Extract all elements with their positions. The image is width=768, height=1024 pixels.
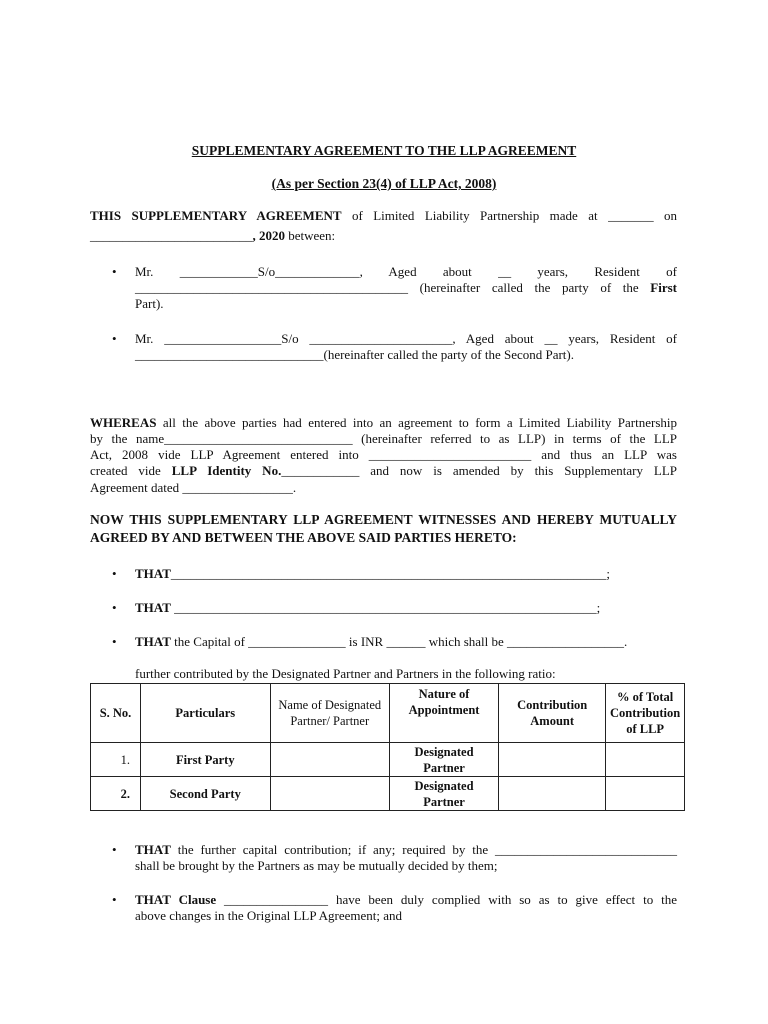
- row-nature: Designated Partner: [389, 777, 498, 811]
- contribution-table: [90, 683, 685, 811]
- that-clause-4-line-1: [135, 842, 677, 859]
- row-sno: 1.: [91, 743, 141, 777]
- that-clause-5-text: ________________ have been duly complied with so as to give effect to the: [216, 892, 677, 907]
- ratio-text: further contributed by the Designated Partner and Partners in the following ratio:: [135, 666, 556, 681]
- bullet: •: [112, 566, 117, 581]
- that-label: THAT: [135, 842, 171, 857]
- intro-line-1: [90, 208, 677, 225]
- party1-line-2-text: __________________________________________ (hereinafter called the party of the: [135, 280, 651, 295]
- whereas-line-4-a: created vide: [90, 463, 172, 478]
- whereas-line-4: [90, 463, 677, 480]
- header-nature: Nature of Appointment: [389, 684, 498, 743]
- that-clause-3-text: the Capital of _______________ is INR ______ which shall be __________________.: [170, 634, 628, 649]
- party1-line-1: Mr. ____________S/o_____________, Aged about __ years, Resident of: [135, 264, 677, 279]
- that-clause-4-line-2: shall be brought by the Partners as may be mutually decided by them;: [135, 858, 498, 873]
- row-particulars: First Party: [140, 743, 270, 777]
- that-label: THAT: [135, 566, 171, 581]
- that-clause-3: [135, 634, 680, 651]
- header-name: Name of Designated Partner/ Partner: [270, 684, 389, 743]
- row-name: [270, 743, 389, 777]
- whereas-line-2: by the name_____________________________ (hereinafter referred to as LLP) in terms of the LLP: [90, 431, 677, 446]
- party1-line-2: [135, 280, 677, 297]
- whereas-line-3: Act, 2008 vide LLP Agreement entered into _________________________ and thus an LLP was: [90, 447, 677, 462]
- bullet: •: [112, 842, 117, 857]
- row-nature: Designated Partner: [389, 743, 498, 777]
- bullet: •: [112, 264, 117, 279]
- that-clause-5-line-2: above changes in the Original LLP Agreement; and: [135, 908, 403, 923]
- row-percent: [606, 777, 685, 811]
- that-clause-label: THAT Clause: [135, 892, 217, 907]
- row-percent: [606, 743, 685, 777]
- document-subtitle: (As per Section 23(4) of LLP Act, 2008): [271, 176, 497, 191]
- bullet: •: [112, 634, 117, 649]
- bullet: •: [112, 600, 117, 615]
- that-clause-1: [135, 566, 680, 583]
- row-sno: 2.: [91, 777, 141, 811]
- whereas-line-4-b: ____________ and now is amended by this Supplementary LLP: [281, 463, 677, 478]
- bullet: •: [112, 892, 117, 907]
- that-clause-5-line-1: [135, 892, 677, 909]
- intro-line-2: [90, 228, 677, 245]
- that-clause-2-blank: _________________________________________________________________;: [170, 600, 601, 615]
- table-row: [91, 777, 685, 811]
- party2-line-1: Mr. __________________S/o ______________________, Aged about __ years, Resident of: [135, 331, 677, 346]
- table-row: [91, 743, 685, 777]
- whereas-line-5: Agreement dated _________________.: [90, 480, 297, 495]
- header-percent: % of Total Contribution of LLP: [606, 684, 685, 743]
- intro-year: , 2020: [252, 228, 285, 243]
- whereas-bold: WHEREAS: [90, 415, 157, 430]
- bullet: •: [112, 331, 117, 346]
- whereas-line-1: [90, 415, 677, 432]
- whereas-line-1-text: all the above parties had entered into an agreement to form a Limited Liability Partnership: [156, 415, 677, 430]
- that-label: THAT: [135, 600, 171, 615]
- party2-line-2: _____________________________(hereinafter called the party of the Second Part).: [135, 347, 574, 362]
- that-clause-4-text: the further capital contribution; if any; required by the ____________________________: [170, 842, 677, 857]
- row-amount: [499, 743, 606, 777]
- row-name: [270, 777, 389, 811]
- intro-date-blank: _________________________: [90, 228, 253, 243]
- that-clause-2: [135, 600, 680, 617]
- header-particulars: Particulars: [140, 684, 270, 743]
- witness-heading-line-1: NOW THIS SUPPLEMENTARY LLP AGREEMENT WITNESSES AND HEREBY MUTUALLY: [90, 512, 677, 527]
- row-particulars: Second Party: [140, 777, 270, 811]
- document-title: SUPPLEMENTARY AGREEMENT TO THE LLP AGREEMENT: [191, 143, 577, 158]
- intro-between: between:: [285, 228, 336, 243]
- header-sno: S. No.: [91, 684, 141, 743]
- party1-line-3: Part).: [135, 296, 164, 311]
- header-amount: Contribution Amount: [499, 684, 606, 743]
- party1-first: First: [650, 280, 677, 295]
- table-header-row: [91, 684, 685, 743]
- intro-text: of Limited Liability Partnership made at _______ on: [351, 208, 677, 223]
- witness-heading-line-2: AGREED BY AND BETWEEN THE ABOVE SAID PARTIES HERETO:: [90, 530, 517, 545]
- that-label: THAT: [135, 634, 171, 649]
- that-clause-1-blank: ___________________________________________________________________;: [170, 566, 611, 581]
- intro-bold: THIS SUPPLEMENTARY AGREEMENT: [90, 208, 342, 223]
- llp-identity-label: LLP Identity No.: [171, 463, 282, 478]
- row-amount: [499, 777, 606, 811]
